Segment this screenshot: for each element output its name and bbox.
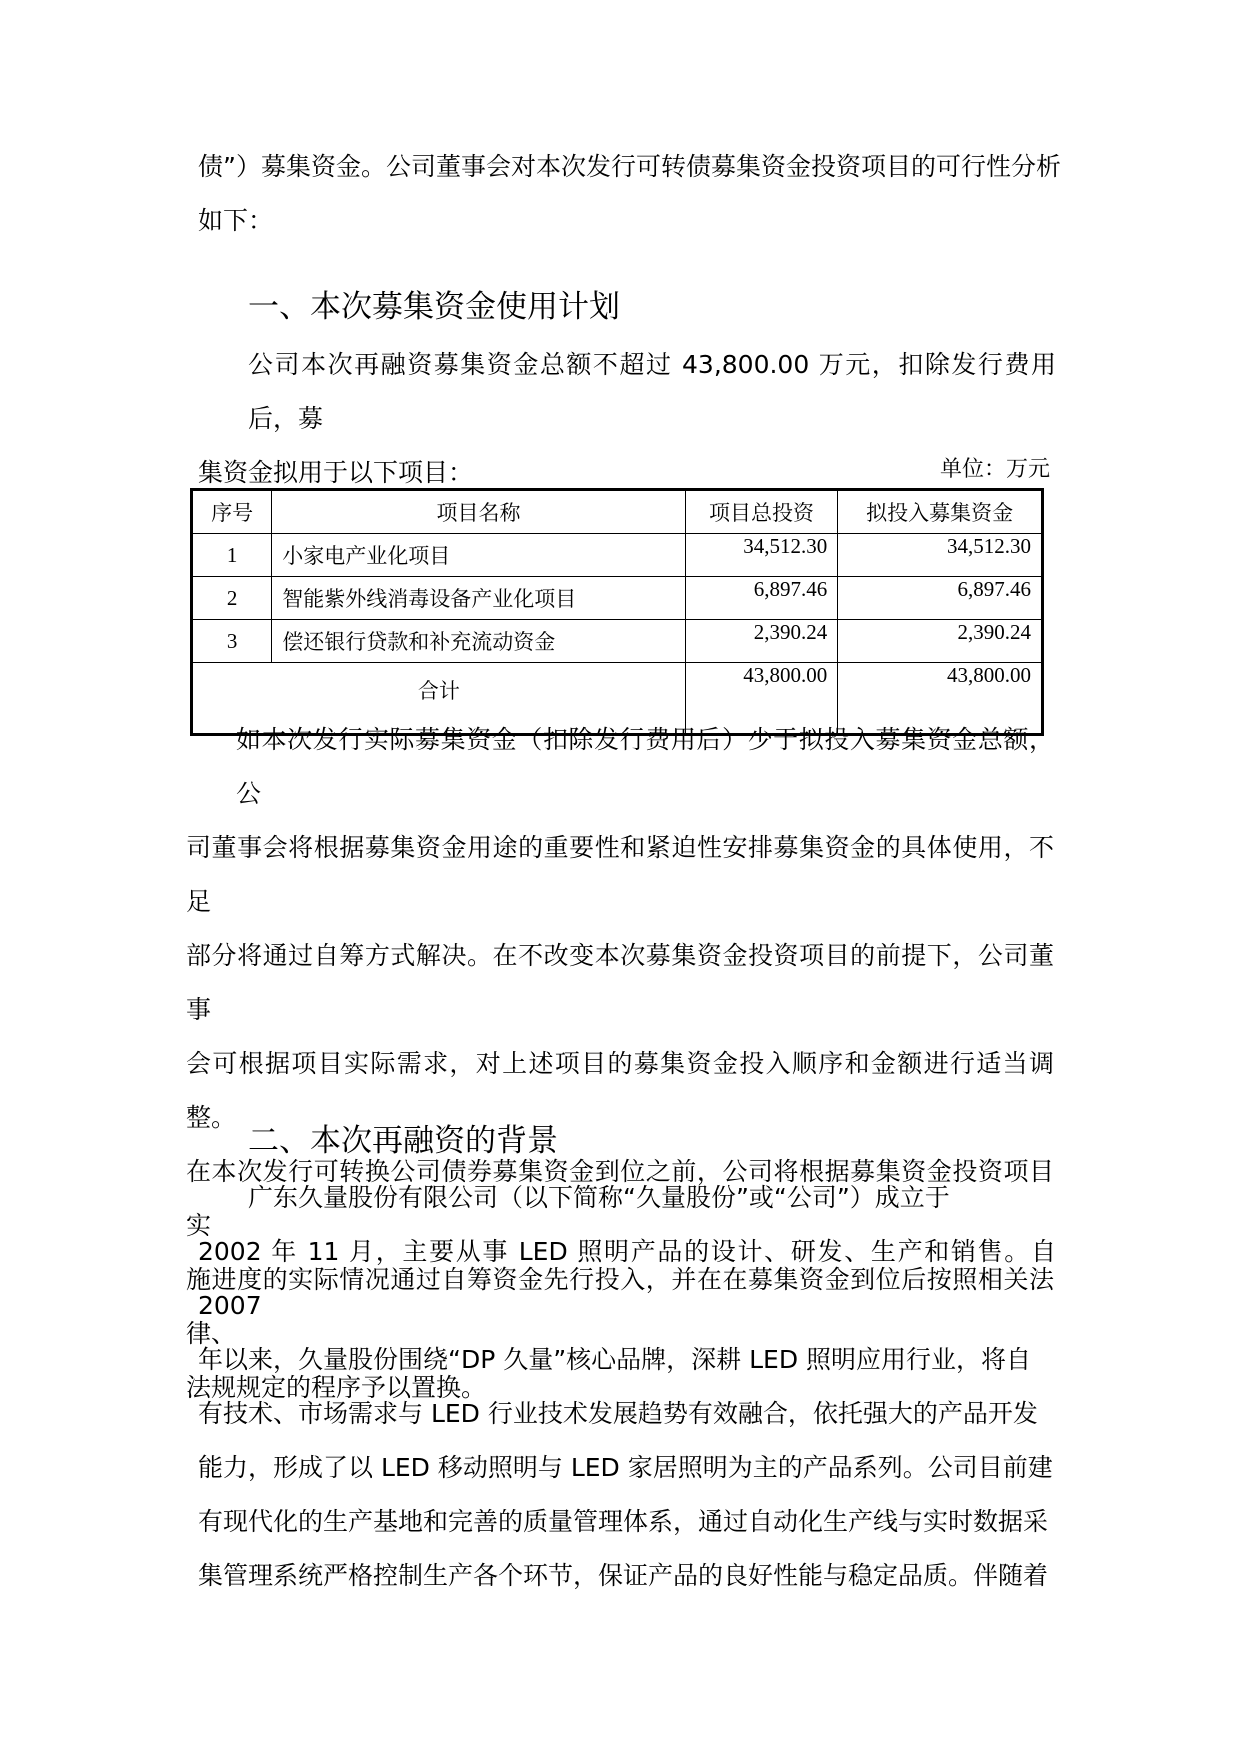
row-no: 3 <box>192 620 272 663</box>
after-table-line-5: 在本次发行可转换公司债券募集资金到位之前，公司将根据募集资金投资项目实 <box>186 1157 1054 1240</box>
section1-heading: 一、本次募集资金使用计划 <box>248 289 620 325</box>
row-raised: 34,512.30 <box>838 534 1043 577</box>
header-no: 序号 <box>192 490 272 534</box>
unit-label: 单位：万元 <box>939 457 1050 482</box>
section2-heading: 二、本次再融资的背景 <box>248 1123 558 1159</box>
total-raised: 43,800.00 <box>838 663 1043 735</box>
row-total: 2,390.24 <box>685 620 838 663</box>
row-no: 2 <box>192 577 272 620</box>
header-name: 项目名称 <box>272 490 685 534</box>
table-row <box>192 620 1043 663</box>
row-no: 1 <box>192 534 272 577</box>
intro-line-2: 如下： <box>198 206 274 235</box>
table-header-row <box>192 490 1043 534</box>
after-table-line-1: 如本次发行实际募集资金（扣除发行费用后）少于拟投入募集资金总额，公 <box>236 725 1054 808</box>
table-row <box>192 534 1043 577</box>
table-row <box>192 577 1043 620</box>
section2-line-6: 有现代化的生产基地和完善的质量管理体系，通过自动化生产线与实时数据采 <box>198 1507 1049 1536</box>
section2-line-4: 有技术、市场需求与 LED 行业技术发展趋势有效融合，依托强大的产品开发 <box>198 1399 1038 1428</box>
row-total: 34,512.30 <box>685 534 838 577</box>
fund-usage-table <box>190 488 1044 736</box>
after-table-line-6: 施进度的实际情况通过自筹资金先行投入，并在在募集资金到位后按照相关法律、 <box>186 1265 1054 1348</box>
section2-line-1: 广东久量股份有限公司（以下简称“久量股份”或“公司”）成立于 <box>248 1183 950 1212</box>
after-table-line-2: 司董事会将根据募集资金用途的重要性和紧迫性安排募集资金的具体使用，不足 <box>186 833 1054 916</box>
intro-line-1: 债”）募集资金。公司董事会对本次发行可转债募集资金投资项目的可行性分析 <box>198 152 1061 181</box>
section1-line-1: 公司本次再融资募集资金总额不超过 43,800.00 万元，扣除发行费用后，募 <box>248 350 1056 433</box>
section1-line-2: 集资金拟用于以下项目： <box>198 458 474 487</box>
header-total-investment: 项目总投资 <box>685 490 838 534</box>
section2-line-7: 集管理系统严格控制生产各个环节，保证产品的良好性能与稳定品质。伴随着 <box>198 1561 1049 1590</box>
row-name: 偿还银行贷款和补充流动资金 <box>272 620 685 663</box>
row-raised: 2,390.24 <box>838 620 1043 663</box>
section2-line-3: 年以来，久量股份围绕“DP 久量”核心品牌，深耕 LED 照明应用行业，将自 <box>198 1345 1032 1374</box>
row-raised: 6,897.46 <box>838 577 1043 620</box>
total-label: 合计 <box>192 663 686 735</box>
row-total: 6,897.46 <box>685 577 838 620</box>
row-name: 小家电产业化项目 <box>272 534 685 577</box>
section2-paragraph <box>198 1171 1056 1603</box>
section2-line-5: 能力，形成了以 LED 移动照明与 LED 家居照明为主的产品系列。公司目前建 <box>198 1453 1053 1482</box>
total-investment: 43,800.00 <box>685 663 838 735</box>
intro-paragraph <box>198 140 1078 248</box>
after-table-line-7: 法规规定的程序予以置换。 <box>186 1373 487 1402</box>
section2-line-2: 2002 年 11 月，主要从事 LED 照明产品的设计、研发、生产和销售。自 2007 <box>198 1237 1056 1320</box>
after-table-line-4: 会可根据项目实际需求，对上述项目的募集资金投入顺序和金额进行适当调整。 <box>186 1049 1054 1132</box>
row-name: 智能紫外线消毒设备产业化项目 <box>272 577 685 620</box>
after-table-line-3: 部分将通过自筹方式解决。在不改变本次募集资金投资项目的前提下，公司董事 <box>186 941 1054 1024</box>
header-raised-funds: 拟投入募集资金 <box>838 490 1043 534</box>
